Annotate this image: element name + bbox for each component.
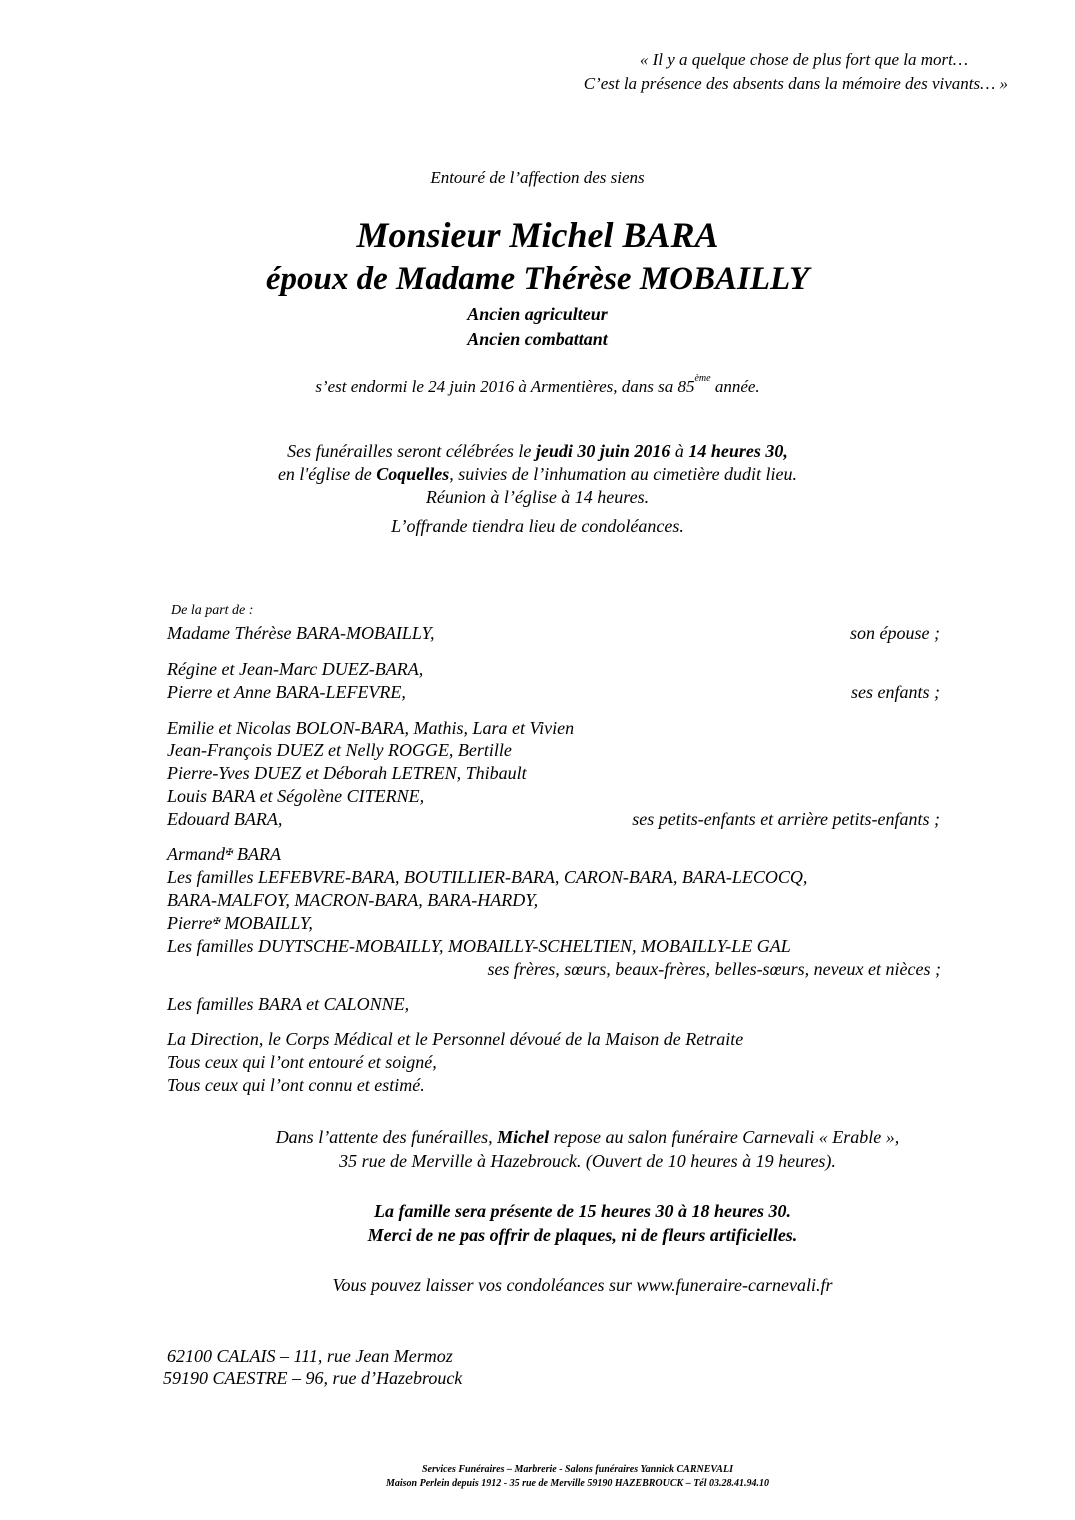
cross-icon: ✠ xyxy=(212,916,220,926)
family-row-enfants xyxy=(167,681,940,704)
family-line: Les familles BARA et CALONNE, xyxy=(167,994,410,1014)
family-line: Pierre-Yves DUEZ et Déborah LETREN, Thibault xyxy=(167,763,527,783)
funeral-time: 14 heures 30, xyxy=(688,441,788,461)
salon-line-2: 35 rue de Merville à Hazebrouck. (Ouvert de 10 heures à 19 heures). xyxy=(339,1151,836,1171)
address-caestre: 59190 CAESTRE – 96, rue d’Hazebrouck xyxy=(163,1368,463,1388)
footer-line-2: Maison Perlein depuis 1912 - 35 rue de Merville 59190 HAZEBROUCK – Tél 03.28.41.94.10 xyxy=(385,1478,770,1489)
cross-icon: ✠ xyxy=(225,847,233,857)
family-line xyxy=(167,843,281,866)
family-line: Emilie et Nicolas BOLON-BARA, Mathis, Lara et Vivien xyxy=(167,718,575,738)
death-line xyxy=(0,373,1075,397)
family-row-petits-enfants xyxy=(167,808,940,831)
family-row-epouse xyxy=(167,622,940,645)
funeral-text: Ses funérailles seront célébrées le xyxy=(287,441,536,461)
funeral-text: , suivies de l’inhumation au cimetière dudit lieu. xyxy=(449,464,798,484)
funeral-place: Coquelles xyxy=(376,464,450,484)
title-combattant: Ancien combattant xyxy=(467,329,608,349)
family-relation: ses frères, sœurs, beaux-frères, belles-sœurs, neveux et nièces ; xyxy=(487,959,941,979)
family-line: Jean-François DUEZ et Nelly ROGGE, Bertille xyxy=(167,740,512,760)
funeral-line-1 xyxy=(0,440,1075,463)
address-calais: 62100 CALAIS – 111, rue Jean Mermoz xyxy=(167,1346,453,1366)
notice-line-2: Merci de ne pas offrir de plaques, ni de fleurs artificielles. xyxy=(367,1225,798,1245)
family-name: Pierre xyxy=(167,913,213,933)
death-end: année. xyxy=(710,377,760,396)
salon-text: Dans l’attente des funérailles, xyxy=(275,1127,498,1147)
family-name: Madame Thérèse BARA-MOBAILLY, xyxy=(167,623,435,643)
intro-text: Entouré de l’affection des siens xyxy=(430,168,645,187)
funeral-text: en l'église de xyxy=(277,464,377,484)
family-relation: ses enfants ; xyxy=(851,682,940,702)
funeral-text: à xyxy=(670,441,689,461)
funeral-date: jeudi 30 juin 2016 xyxy=(535,441,671,461)
funeral-line-3: Réunion à l’église à 14 heures. xyxy=(425,487,650,507)
funeral-line-4: L’offrande tiendra lieu de condoléances. xyxy=(391,516,684,536)
deceased-name: Monsieur Michel BARA xyxy=(356,215,719,255)
family-line: Tous ceux qui l’ont connu et estimé. xyxy=(167,1075,425,1095)
family-line: Les familles DUYTSCHE-MOBAILLY, MOBAILLY-SCHELTIEN, MOBAILLY-LE GAL xyxy=(167,936,791,956)
family-line: La Direction, le Corps Médical et le Personnel dévoué de la Maison de Retraite xyxy=(167,1029,744,1049)
family-relation: ses petits-enfants et arrière petits-enfants ; xyxy=(632,809,940,829)
family-name: Armand xyxy=(167,844,225,864)
part-de-label: De la part de : xyxy=(171,603,254,618)
footer-line-1: Services Funéraires – Marbrerie - Salons funéraires Yannick CARNEVALI xyxy=(422,1464,733,1475)
family-name: Edouard BARA, xyxy=(167,809,283,829)
funeral-line-2 xyxy=(0,463,1075,486)
quote-line-1: « Il y a quelque chose de plus fort que la mort… xyxy=(639,50,968,69)
salon-line-1 xyxy=(50,1126,1075,1149)
salon-name: Michel xyxy=(497,1127,550,1147)
family-line: BARA-MALFOY, MACRON-BARA, BARA-HARDY, xyxy=(167,890,539,910)
notice-line-1: La famille sera présente de 15 heures 30 à 18 heures 30. xyxy=(374,1201,791,1221)
spouse-line: époux de Madame Thérèse MOBAILLY xyxy=(265,261,810,297)
family-line: Tous ceux qui l’ont entouré et soigné, xyxy=(167,1052,437,1072)
family-line xyxy=(167,912,313,935)
family-relation: son épouse ; xyxy=(850,623,940,643)
family-name: Pierre et Anne BARA-LEFEVRE, xyxy=(167,682,406,702)
title-agriculteur: Ancien agriculteur xyxy=(467,304,608,324)
death-text: s’est endormi le 24 juin 2016 à Armentières, dans sa 85 xyxy=(315,377,695,396)
salon-text: repose au salon funéraire Carnevali « Erable », xyxy=(549,1127,900,1147)
quote-line-2: C’est la présence des absents dans la mémoire des vivants… » xyxy=(583,74,1008,93)
condoleances-line: Vous pouvez laisser vos condoléances sur www.funeraire-carnevali.fr xyxy=(332,1275,833,1295)
family-line: Louis BARA et Ségolène CITERNE, xyxy=(167,786,425,806)
death-sup: ème xyxy=(694,373,711,384)
family-name: BARA xyxy=(232,844,282,864)
family-line: Les familles LEFEBVRE-BARA, BOUTILLIER-BARA, CARON-BARA, BARA-LECOCQ, xyxy=(167,867,808,887)
family-line: Régine et Jean-Marc DUEZ-BARA, xyxy=(167,659,424,679)
family-name: MOBAILLY, xyxy=(219,913,313,933)
